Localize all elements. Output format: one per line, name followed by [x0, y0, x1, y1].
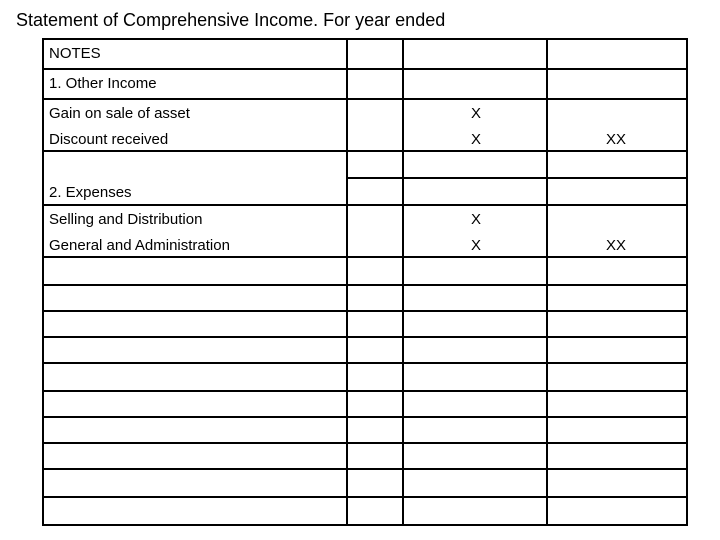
notes-table: [42, 38, 688, 526]
line-item-label: Selling and Distribution: [49, 211, 203, 228]
row-divider: [44, 362, 686, 364]
line-item-amount: X: [470, 237, 481, 254]
row-divider: [44, 204, 686, 206]
section-heading-expenses: 2. Expenses: [49, 184, 132, 201]
line-item-amount: X: [470, 105, 481, 122]
column-divider-1: [346, 40, 348, 524]
section-heading-other-income: 1. Other Income: [49, 75, 157, 92]
notes-header-label: NOTES: [49, 45, 101, 62]
page-title: Statement of Comprehensive Income. For year ended: [16, 10, 446, 30]
row-divider: [44, 442, 686, 444]
column-divider-3: [546, 40, 548, 524]
row-divider: [44, 98, 686, 100]
section-total: XX: [605, 237, 626, 254]
row-divider: [44, 336, 686, 338]
line-item-label: Discount received: [49, 131, 169, 148]
row-divider: [346, 177, 686, 179]
row-divider: [44, 468, 686, 470]
section-total: XX: [605, 131, 626, 148]
row-divider: [44, 310, 686, 312]
line-item-amount: X: [470, 211, 481, 228]
row-divider: [44, 496, 686, 498]
row-divider: [44, 68, 686, 70]
column-divider-2: [402, 40, 404, 524]
row-divider: [44, 256, 686, 258]
row-divider: [44, 284, 686, 286]
row-divider: [44, 390, 686, 392]
line-item-amount: X: [470, 131, 481, 148]
line-item-label: General and Administration: [49, 237, 230, 254]
row-divider: [44, 150, 686, 152]
row-divider: [44, 416, 686, 418]
line-item-label: Gain on sale of asset: [49, 105, 190, 122]
